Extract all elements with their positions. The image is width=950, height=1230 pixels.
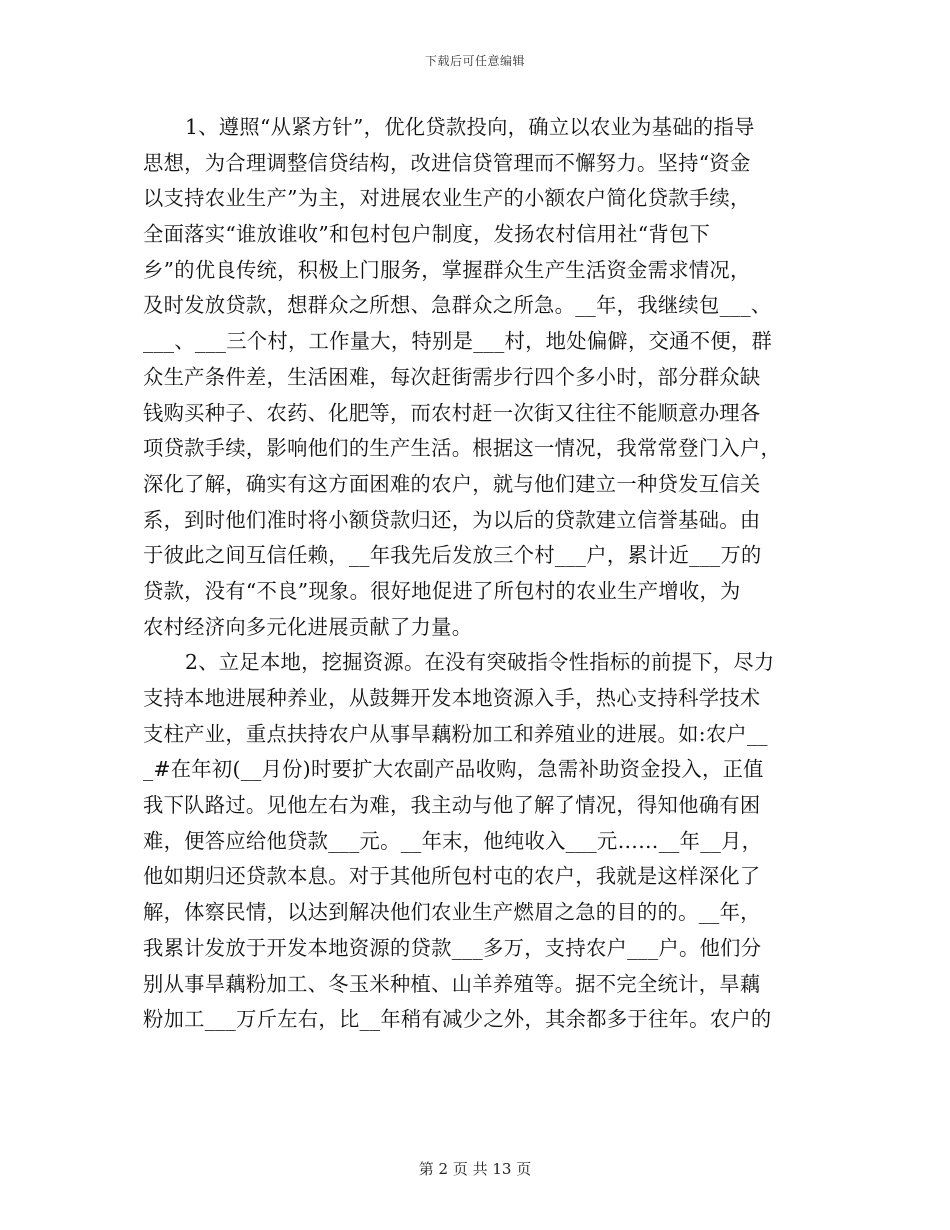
paragraph-2-line: 2、立足本地，挖掘资源。在没有突破指令性指标的前提下，尽力 [185,650,775,675]
paragraph-1-line: 项贷款手续，影响他们的生产生活。根据这一情况，我常常登门入户， [143,436,782,461]
paragraph-1-line: 以支持农业生产”为主，对进展农业生产的小额农户简化贷款手续， [143,186,751,211]
paragraph-1-line: 全面落实“谁放谁收”和包村包户制度，发扬农村信用社“背包下 [143,222,711,247]
body-text [143,110,811,1038]
paragraph-1-line: ___、___三个村，工作量大，特别是___村，地处偏僻，交通不便，群 [143,329,773,354]
paragraph-2-line: 粉加工___万斤左右，比__年稍有减少之外，其余都多于往年。农户的 [143,1007,772,1032]
paragraph-1-line: 贷款，没有“不良”现象。很好地促进了所包村的农业生产增收，为 [143,578,741,603]
paragraph-1-line: 1、遵照“从紧方针”，优化贷款投向，确立以农业为基础的指导 [185,115,755,139]
page-header-note: 下载后可任意编辑 [424,54,525,68]
paragraph-1-line: 乡”的优良传统，积极上门服务，掌握群众生产生活资金需求情况， [143,257,751,282]
paragraph-2-line: 我下队路过。见他左右为难，我主动与他了解了情况，得知他确有困 [143,793,761,818]
paragraph-1-line: 农村经济向多元化进展贡献了力量。 [143,614,473,639]
paragraph-1-line: 深化了解，确实有这方面困难的农户，就与他们建立一种贷发互信关 [143,471,761,496]
paragraph-2-line: 别从事旱藕粉加工、冬玉米种植、山羊养殖等。据不完全统计，旱藕 [143,971,761,996]
paragraph-2-line: 支持本地进展种养业，从鼓舞开发本地资源入手，热心支持科学技术 [143,686,761,710]
paragraph-1-line: 及时发放贷款，想群众之所想、急群众之所急。__年，我继续包___、 [143,293,772,318]
paragraph-2-line: 解，体察民情，以达到解决他们农业生产燃眉之急的目的的。__年， [143,900,761,925]
paragraph-1-line: 众生产条件差，生活困难，每次赶街需步行四个多小时，部分群众缺 [143,364,761,389]
paragraph-2-line: _#在年初(__月份)时要扩大农副产品收购，急需补助资金投入，正值 [143,757,764,782]
paragraph-1-line: 系，到时他们准时将小额贷款归还，为以后的贷款建立信誉基础。由 [143,507,761,532]
paragraph-1-line: 钱购买种子、农药、化肥等，而农村赶一次街又往往不能顺意办理各 [143,400,761,425]
paragraph-1-line: 于彼此之间互信任赖，__年我先后发放三个村___户，累计近___万的 [143,543,762,568]
paragraph-1-line: 思想，为合理调整信贷结构，改进信贷管理而不懈努力。坚持“资金 [143,150,751,175]
paragraph-2-line: 难，便答应给他贷款___元。__年末，他纯收入___元……__年__月， [143,828,763,853]
paragraph-2-line: 支柱产业，重点扶持农户从事旱藕粉加工和养殖业的进展。如:农户__ [143,721,768,746]
paragraph-2-line: 我累计发放于开发本地资源的贷款___多万，支持农户___户。他们分 [143,935,762,960]
page-footer-number: 第 2 页 共 13 页 [418,1160,532,1178]
paragraph-2-line: 他如期归还贷款本息。对于其他所包村屯的农户，我就是这样深化了 [143,864,761,889]
